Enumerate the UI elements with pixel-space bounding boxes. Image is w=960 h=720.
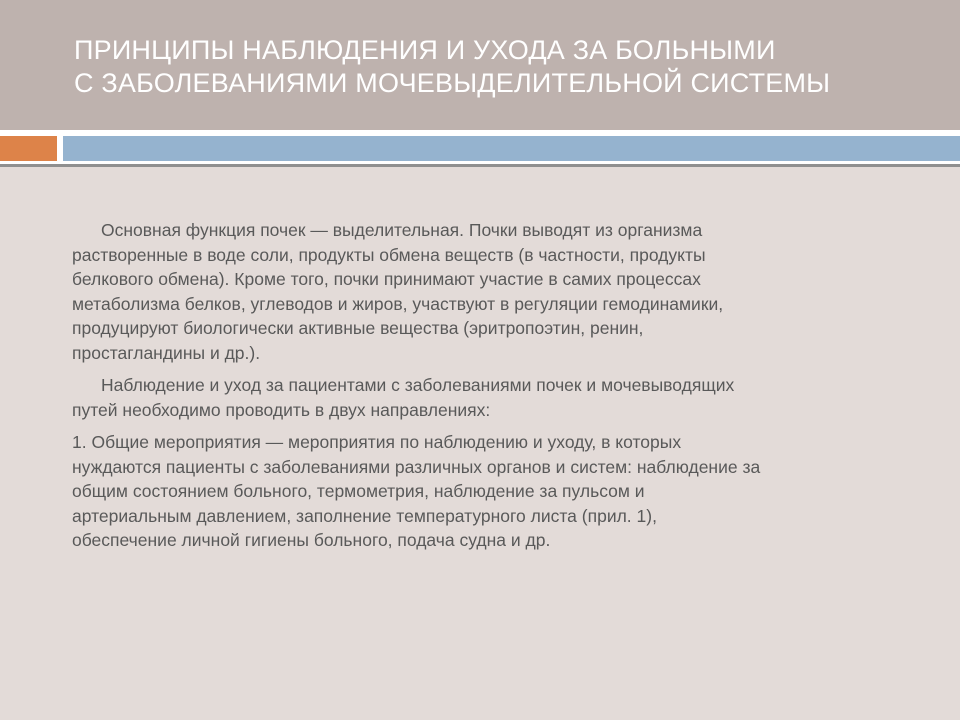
- body-paragraph-line: Наблюдение и уход за пациентами с заболеваниями почек и мочевыводящих: [101, 375, 735, 395]
- body-paragraph-1: [72, 218, 922, 365]
- body-paragraph-line: общим состоянием больного, термометрия, наблюдение за пульсом и: [72, 481, 645, 501]
- body-paragraph-2: [72, 373, 922, 422]
- body-paragraph-line: Основная функция почек — выделительная. Почки выводят из организма: [101, 220, 703, 240]
- body-paragraph-line: нуждаются пациенты с заболеваниями различных органов и систем: наблюдение за: [72, 456, 761, 477]
- slide-body: [72, 218, 922, 561]
- body-paragraph-line: путей необходимо проводить в двух направлениях:: [72, 399, 491, 420]
- divider-rule-gray: [0, 164, 960, 167]
- slide-title-line-2: С ЗАБОЛЕВАНИЯМИ МОЧЕВЫДЕЛИТЕЛЬНОЙ СИСТЕМЫ: [74, 68, 831, 98]
- body-paragraph-line: артериальным давлением, заполнение температурного листа (прил. 1),: [72, 505, 657, 526]
- accent-bar-orange: [0, 136, 57, 161]
- accent-bar-blue: [63, 136, 960, 161]
- title-band: [0, 0, 960, 130]
- body-paragraph-line: простагландины и др.).: [72, 342, 261, 363]
- body-paragraph-line: обеспечение личной гигиены больного, подача судна и др.: [72, 530, 551, 550]
- slide-title: [74, 34, 934, 100]
- body-paragraph-3: [72, 430, 922, 553]
- body-paragraph-line: 1. Общие мероприятия — мероприятия по наблюдению и уходу, в которых: [72, 432, 682, 452]
- body-paragraph-line: белкового обмена). Кроме того, почки принимают участие в самих процессах: [72, 269, 701, 289]
- body-paragraph-line: продуцируют биологически активные вещества (эритропоэтин, ренин,: [72, 318, 644, 338]
- slide-title-line-1: ПРИНЦИПЫ НАБЛЮДЕНИЯ И УХОДА ЗА БОЛЬНЫМИ: [74, 35, 776, 65]
- body-paragraph-line: растворенные в воде соли, продукты обмена веществ (в частности, продукты: [72, 244, 706, 265]
- body-paragraph-line: метаболизма белков, углеводов и жиров, участвуют в регуляции гемодинамики,: [72, 293, 724, 314]
